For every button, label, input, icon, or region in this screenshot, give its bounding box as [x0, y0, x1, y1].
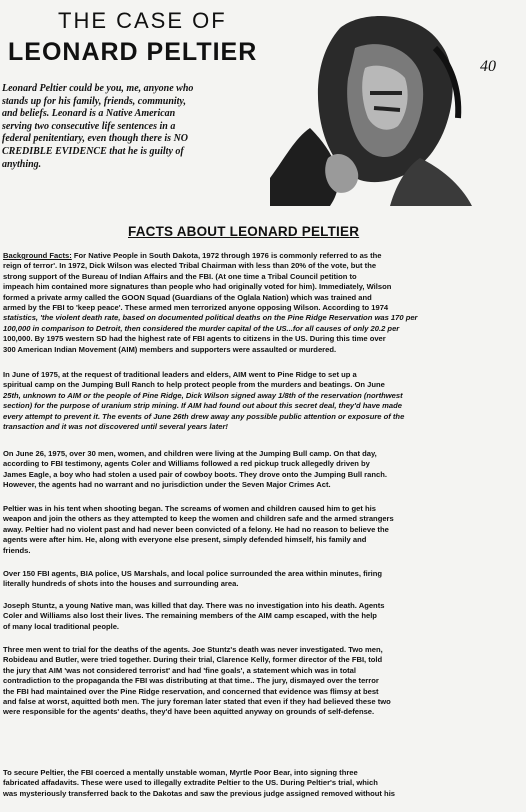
- paragraph-line: contradiction to the propaganda the FBI was distributing at that time.. The jury, dismayed over the terror: [3, 676, 379, 686]
- paragraph-line: armed by the FBI to 'keep peace'. These armed men terrorized anyone opposing Wilson. According to 1974: [3, 303, 389, 313]
- paragraph-line: away. Peltier had no violent past and had never been convicted of a felony. He had no reason to believe the: [3, 524, 389, 534]
- paragraph-line: Over 150 FBI agents, BIA police, US Marshals, and local police surrounded the area within minutes, firing: [3, 569, 383, 578]
- intro-line: CREDIBLE EVIDENCE that he is guilty of: [2, 145, 184, 157]
- intro-line: federal penitentiary, even though there is NO: [2, 133, 189, 145]
- paragraph-line: the FBI had maintained over the Pine Ridge reservation, and concerned that evidence was flimsy at best: [3, 686, 379, 696]
- paragraph-line: were responsible for the agents' deaths, they'd have been aquitted anyway on grounds of self-defense.: [3, 707, 375, 717]
- background-facts-label: Background Facts:: [3, 251, 72, 260]
- paragraph-line: Joseph Stuntz, a young Native man, was killed that day. There was no investigation into his death. Agents: [3, 601, 385, 610]
- paragraph-line: Peltier was in his tent when shooting began. The screams of women and children caused him to get his: [3, 504, 377, 513]
- paragraph-line: 100,000 in comparison to Detroit, then considered the murder capital of the US...for all causes of only 20.2 per: [3, 323, 400, 333]
- page-number: 40: [480, 58, 496, 75]
- intro-line: anything.: [2, 158, 42, 170]
- facts-heading: FACTS ABOUT LEONARD PELTIER: [128, 224, 360, 239]
- paragraph-line: literally hundreds of shots into the houses and surrounding area.: [3, 579, 239, 589]
- paragraph-line: strong support of the Bureau of Indian Affairs and the FBI. (At one time a Tribal Council petition to: [3, 271, 357, 281]
- paragraph-line: transaction and it was not discovered until several years later!: [3, 422, 228, 432]
- intro-line: Leonard Peltier could be you, me, anyone who: [2, 83, 194, 94]
- paragraph-line: weapon and join the others as they attempted to keep the women and children safe and the armed strangers: [3, 514, 394, 524]
- paragraph-trial: [3, 645, 521, 718]
- paragraph-line: To secure Peltier, the FBI coerced a mentally unstable woman, Myrtle Poor Bear, into signing three: [3, 768, 358, 777]
- paragraph-line: However, the agents had no warrant and no jurisdiction under the Seven Major Crimes Act.: [3, 480, 331, 490]
- paragraph-line: section) for the purpose of uranium strip mining. If AIM had found out about this secret deal, they'd have made: [3, 401, 402, 411]
- intro-line: stands up for his family, friends, community,: [2, 95, 187, 107]
- paragraph-stuntz: [3, 601, 521, 632]
- paragraph-line: statistics, 'the violent death rate, based on documented political deaths on the Pine Ridge Reservation was 170 per: [3, 313, 418, 323]
- paragraph-june-1975: [3, 370, 521, 432]
- intro-line: serving two consecutive life sentences in a: [2, 120, 176, 132]
- paragraph-line: 100,000. By 1975 western SD had the highest rate of FBI agents to citizens in the US. During this time over: [3, 334, 386, 344]
- paragraph-line: fabricated affadavits. These were used to illegally extradite Peltier to the US. During Peltier's trial, which: [3, 778, 378, 788]
- paragraph-june-26: [3, 449, 521, 491]
- paragraph-line: James Eagle, a boy who had stolen a used pair of cowboy boots. They drove onto the Jumping Bull ranch.: [3, 469, 387, 479]
- paragraph-line: On June 26, 1975, over 30 men, women, and children were living at the Jumping Bull camp. On that day,: [3, 449, 377, 458]
- paragraph-line: reign of terror'. In 1972, Dick Wilson was elected Tribal Chairman with less than 20% of the vote, but the: [3, 261, 377, 271]
- paragraph-agents: [3, 569, 521, 590]
- paragraph-background: [3, 251, 521, 355]
- paragraph-line: Coler and Williams also lost their lives. The remaining members of the AIM camp escaped, with the help: [3, 611, 377, 621]
- paragraph-tent: [3, 504, 521, 556]
- paragraph-line: formed a private army called the GOON Squad (Guardians of the Oglala Nation) which was trained and: [3, 292, 372, 302]
- intro-text: [2, 83, 257, 171]
- paragraph-line: 25th, unknown to AIM or the people of Pine Ridge, Dick Wilson signed away 1/8th of the reservation (northwest: [3, 390, 403, 400]
- paragraph-line: the jury that AIM 'was not considered terrorist' and had 'fine goals', a statement which was in total: [3, 665, 356, 675]
- paragraph-line: In June of 1975, at the request of traditional leaders and elders, AIM went to Pine Ridge to set up a: [3, 370, 357, 379]
- paragraph-line: Robideau and Butler, were tried together. During their trial, Clarence Kelly, former director of the FBI, told: [3, 655, 383, 665]
- intro-line: and beliefs. Leonard is a Native American: [2, 108, 176, 120]
- paragraph-line: was mysteriously transferred back to the Dakotas and saw the previous judge assigned removed without his: [3, 788, 396, 798]
- title-line-1: THE CASE OF: [58, 8, 227, 33]
- paragraph-line: spiritual camp on the Jumping Bull Ranch to help protect people from the murders and beatings. On June: [3, 380, 385, 390]
- paragraph-line: impeach him contained more signatures than people who had originally voted for him). Immediately, Wilson: [3, 282, 392, 292]
- paragraph-line: friends.: [3, 545, 31, 555]
- portrait-photo: [270, 8, 472, 206]
- paragraph-line: Three men went to trial for the deaths of the agents. Joe Stuntz's death was never investigated. Two men,: [3, 645, 383, 654]
- paragraph-line: Background Facts: For Native People in South Dakota, 1972 through 1976 is commonly referred to as the: [3, 251, 382, 260]
- paragraph-line: 300 American Indian Movement (AIM) members and supporters were assaulted or murdered.: [3, 344, 337, 354]
- paragraph-line: according to FBI testimony, agents Coler and Williams followed a red pickup truck allegedly driven by: [3, 459, 370, 469]
- paragraph-line: of many local traditional people.: [3, 621, 120, 631]
- paragraph-line: and false at worst, aquitted both men. The jury foreman later stated that even if they had believed these two: [3, 697, 391, 707]
- paragraph-line: every attempt to prevent it. The events of June 26th drew away any possible public attention or exposure of the: [3, 411, 405, 421]
- paragraph-secure: [3, 768, 521, 799]
- title-line-2: LEONARD PELTIER: [8, 38, 258, 66]
- paragraph-line: agents were after him. He, along with everyone else present, simply defended himself, his family and: [3, 535, 367, 545]
